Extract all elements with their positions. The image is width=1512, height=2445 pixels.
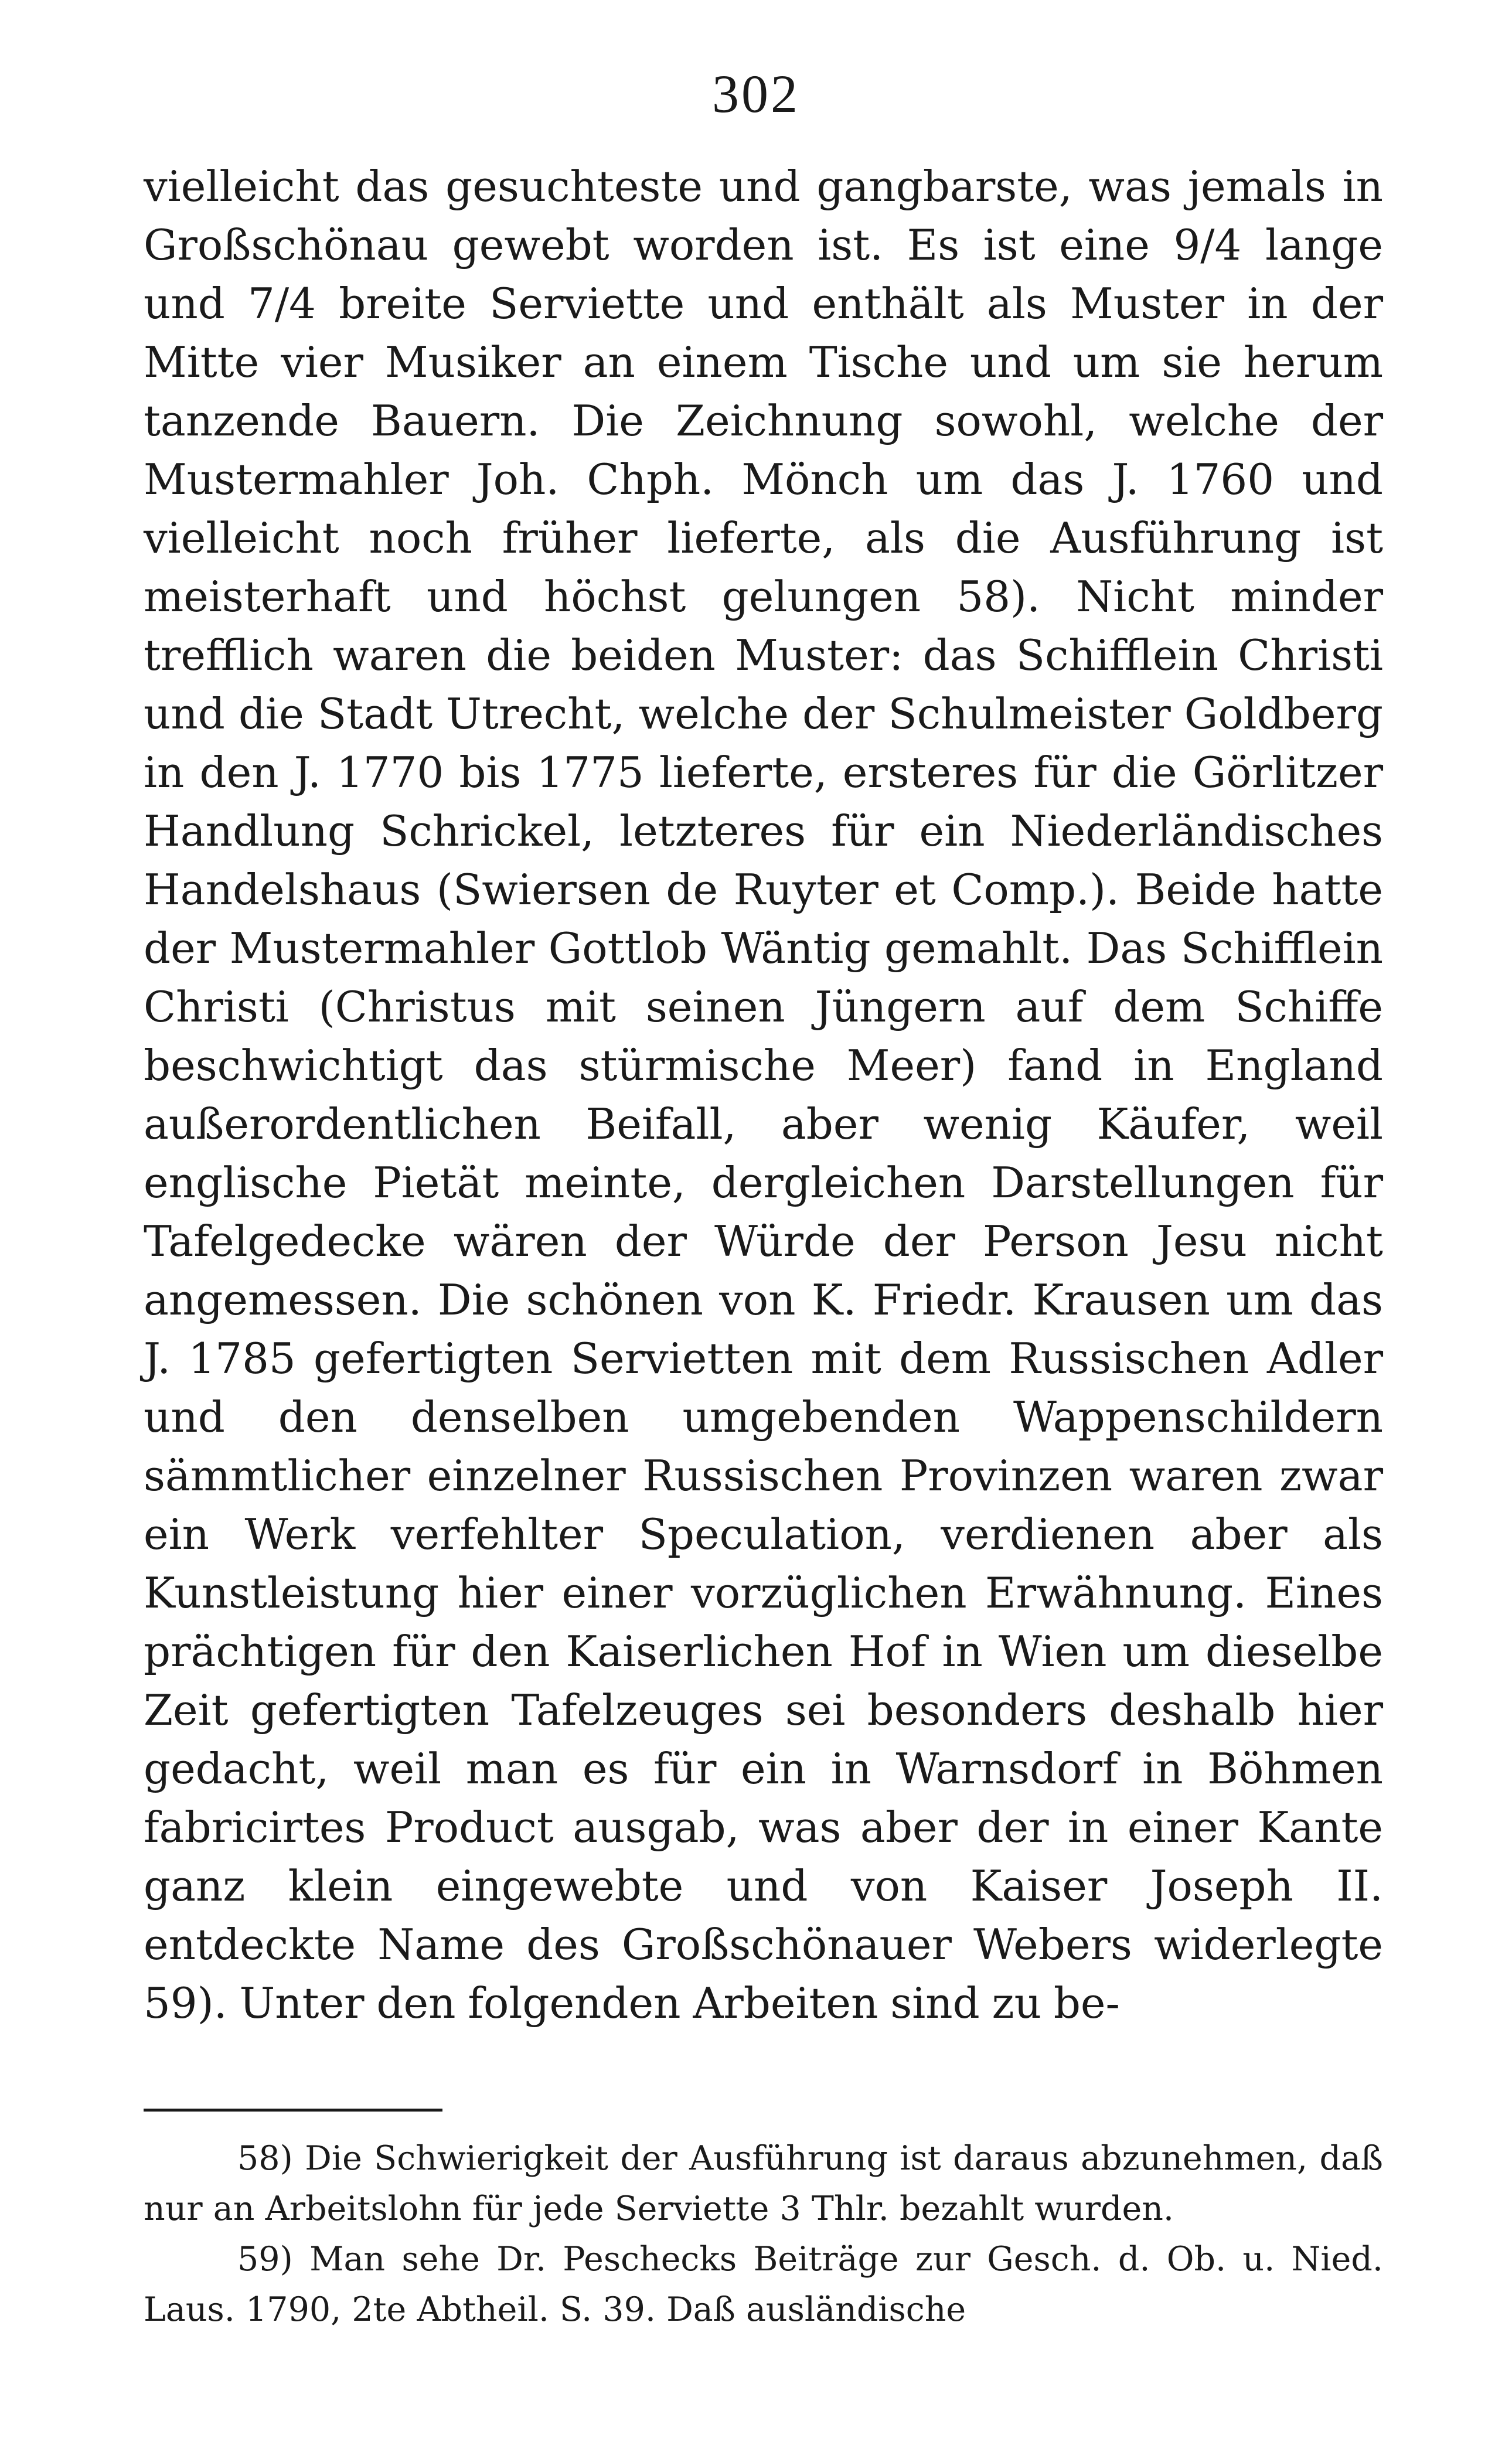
footnotes bbox=[144, 2133, 1383, 2335]
body-paragraph: vielleicht das gesuchteste und gangbarste, was jemals in Großschönau gewebt worden ist. Es ist eine 9/4 lange und 7/4 breite Serviette und enthält als Muster in der Mitte vier Musiker an einem Tische und um sie herum tanzende Bauern. Die Zeichnung sowohl, welche der Mustermahler Joh. Chph. Mönch um das J. 1760 und vielleicht noch früher lieferte, als die Ausführung ist meisterhaft und höchst gelungen 58). Nicht minder trefflich waren die beiden Muster: das Schifflein Christi und die Stadt Utrecht, welche der Schulmeister Goldberg in den J. 1770 bis 1775 lieferte, ersteres für die Görlitzer Handlung Schrickel, letzteres für ein Niederländisches Handelshaus (Swiersen de Ruyter et Comp.). Beide hatte der Mustermahler Gottlob Wäntig gemahlt. Das Schifflein Christi (Christus mit seinen Jüngern auf dem Schiffe beschwichtigt das stürmische Meer) fand in England außerordentlichen Beifall, aber wenig Käufer, weil englische Pietät meinte, dergleichen Darstellungen für Tafelgedecke wären der Würde der Person Jesu nicht angemessen. Die schönen von K. Friedr. Krausen um das J. 1785 gefertigten Servietten mit dem Russischen Adler und den denselben umgebenden Wappenschildern sämmtlicher einzelner Russischen Provinzen waren zwar ein Werk verfehlter Speculation, verdienen aber als Kunstleistung hier einer vorzüglichen Erwähnung. Eines prächtigen für den Kaiserlichen Hof in Wien um dieselbe Zeit gefertigten Tafelzeuges sei besonders deshalb hier gedacht, weil man es für ein in Warnsdorf in Böhmen fabricirtes Product ausgab, was aber der in einer Kante ganz klein eingewebte und von Kaiser Joseph II. entdeckte Name des Großschönauer Webers widerlegte 59). Unter den folgenden Arbeiten sind zu be- bbox=[144, 162, 1383, 2028]
page-number: 302 bbox=[712, 64, 800, 124]
footnote-58: 58) Die Schwierigkeit der Ausführung ist daraus abzunehmen, daß nur an Arbeitslohn für jede Serviette 3 Thlr. bezahlt wurden. bbox=[144, 2139, 1383, 2228]
footnote-divider bbox=[144, 2109, 442, 2112]
footnote-59: 59) Man sehe Dr. Peschecks Beiträge zur Gesch. d. Ob. u. Nied. Laus. 1790, 2te Abtheil. S. 39. Daß ausländische bbox=[144, 2240, 1383, 2329]
